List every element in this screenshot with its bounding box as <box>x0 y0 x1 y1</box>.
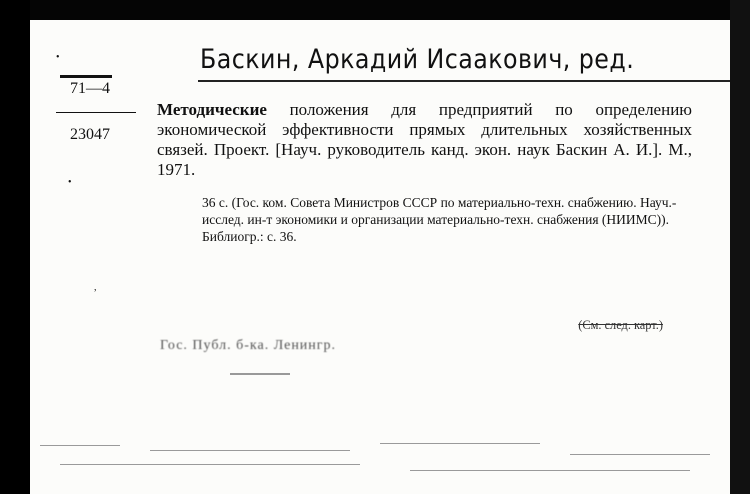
scan-noise <box>30 440 730 490</box>
scan-border-right <box>730 0 750 494</box>
speck: • <box>68 177 72 188</box>
stamp-mark <box>230 373 290 375</box>
call-number-1: 71—4 <box>70 80 110 97</box>
physical-line: 36 с. (Гос. ком. Совета Министров СССР по материально-техн. снабжению. Науч.-исслед. ин-т экономики и организации материально-техн. снабжения (НИИМС)). Библиогр.: с. 36. <box>202 195 677 244</box>
title-bold: Методические <box>157 100 267 119</box>
scan-border-top <box>30 0 730 20</box>
heading-underline <box>198 80 730 82</box>
card-heading: Баскин, Аркадий Исаакович, ред. <box>200 44 635 75</box>
bibliographic-description <box>157 100 692 180</box>
call-number-2: 23047 <box>70 126 110 143</box>
call-number-rule <box>56 112 136 113</box>
library-stamp: Гос. Публ. б-ка. Ленингр. <box>160 338 337 353</box>
title-rest: положения для предприятий по определению экономической эффективности прямых длительных хозяйственных связей. Проект. [Науч. руководитель канд. экон. наук Баскин А. И.]. М., 1971. <box>157 100 693 179</box>
speck: , <box>94 282 97 293</box>
speck: • <box>56 52 60 63</box>
catalog-card <box>30 20 730 494</box>
physical-description <box>157 194 712 245</box>
continuation-note: (См. след. карт.) <box>578 317 663 332</box>
call-number-bar <box>60 75 112 78</box>
